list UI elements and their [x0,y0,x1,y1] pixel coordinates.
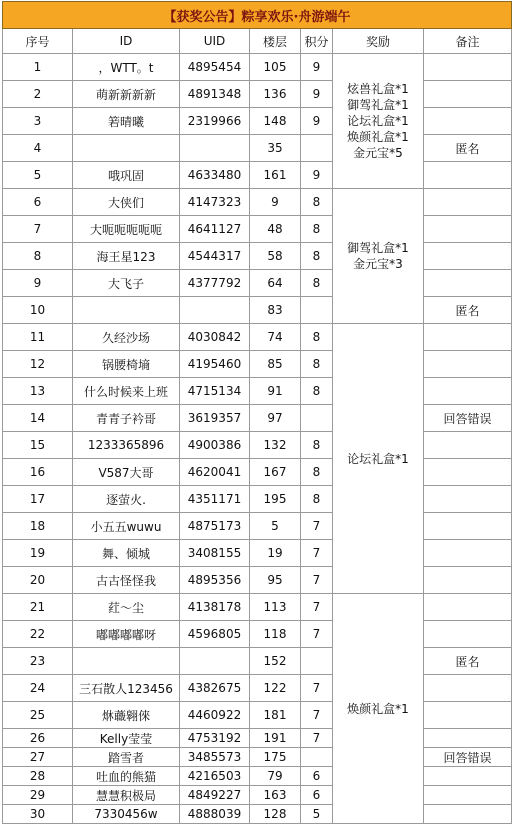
user-id: 踏雪者 [73,748,180,767]
header-floor: 楼层 [250,29,301,54]
user-uid: 4849227 [180,786,250,805]
floor-number: 191 [250,729,301,748]
user-uid: 4715134 [180,378,250,405]
score: 8 [301,243,333,270]
reward-item: 金元宝*3 [353,257,403,271]
floor-number: 113 [250,594,301,621]
table-row [3,189,512,216]
user-uid: 4891348 [180,81,250,108]
floor-number: 105 [250,54,301,81]
note [424,324,512,351]
table-row [3,594,512,621]
user-uid: 3408155 [180,540,250,567]
table-row [3,81,512,108]
note [424,243,512,270]
score: 7 [301,540,333,567]
reward-item: 御驾礼盒*1 [347,98,409,112]
floor-number: 9 [250,189,301,216]
floor-number: 175 [250,748,301,767]
table-row [3,567,512,594]
note [424,189,512,216]
user-uid [180,135,250,162]
note [424,513,512,540]
row-number: 16 [3,459,73,486]
note [424,54,512,81]
user-uid: 4888039 [180,805,250,824]
floor-number: 195 [250,486,301,513]
user-id: 大侠们 [73,189,180,216]
header-row [3,29,512,54]
user-id: 大呃呃呃呃呃 [73,216,180,243]
user-id: 7330456w [73,805,180,824]
user-id: ，WTT。t [73,54,180,81]
note: 匿名 [424,297,512,324]
note: 回答错误 [424,748,512,767]
floor-number: 97 [250,405,301,432]
table-row [3,729,512,748]
floor-number: 95 [250,567,301,594]
table-row [3,297,512,324]
floor-number: 35 [250,135,301,162]
user-id: 久经沙场 [73,324,180,351]
user-id: Kelly莹莹 [73,729,180,748]
score: 7 [301,729,333,748]
floor-number: 83 [250,297,301,324]
score: 9 [301,54,333,81]
note [424,162,512,189]
user-id: 逐萤火. [73,486,180,513]
floor-number: 152 [250,648,301,675]
user-uid: 4377792 [180,270,250,297]
table-row [3,378,512,405]
row-number: 23 [3,648,73,675]
table-title: 【获奖公告】粽享欢乐·舟游端午 [3,2,512,29]
user-uid: 3619357 [180,405,250,432]
reward-item: 论坛礼盒*1 [347,114,409,128]
row-number: 8 [3,243,73,270]
user-id: 箬晴曦 [73,108,180,135]
note [424,621,512,648]
user-id: 青青子衿哥 [73,405,180,432]
row-number: 17 [3,486,73,513]
score: 8 [301,486,333,513]
user-id: 萌新新新新 [73,81,180,108]
table-row [3,767,512,786]
table-row [3,621,512,648]
row-number: 6 [3,189,73,216]
note [424,729,512,748]
floor-number: 5 [250,513,301,540]
user-id: 吐血的熊猫 [73,767,180,786]
score: 7 [301,594,333,621]
reward-group [333,189,424,324]
table-row [3,486,512,513]
reward-item: 炫兽礼盒*1 [347,82,409,96]
score: 8 [301,459,333,486]
row-number: 18 [3,513,73,540]
table-row [3,243,512,270]
table-row [3,675,512,702]
note [424,786,512,805]
table-row [3,648,512,675]
row-number: 26 [3,729,73,748]
table-row [3,351,512,378]
floor-number: 58 [250,243,301,270]
table-row [3,135,512,162]
row-number: 7 [3,216,73,243]
score [301,297,333,324]
floor-number: 85 [250,351,301,378]
score: 8 [301,324,333,351]
user-id: 哦巩固 [73,162,180,189]
user-uid: 4900386 [180,432,250,459]
row-number: 25 [3,702,73,729]
row-number: 29 [3,786,73,805]
row-number: 9 [3,270,73,297]
header-score: 积分 [301,29,333,54]
floor-number: 136 [250,81,301,108]
user-id: V587大哥 [73,459,180,486]
user-uid: 4147323 [180,189,250,216]
note [424,378,512,405]
note [424,108,512,135]
header-id: ID [73,29,180,54]
note [424,432,512,459]
user-id: 嘟嘟嘟嘟呀 [73,621,180,648]
user-uid: 4895454 [180,54,250,81]
note [424,216,512,243]
table-row [3,459,512,486]
award-table [2,1,512,824]
user-uid: 4216503 [180,767,250,786]
user-uid: 4875173 [180,513,250,540]
score [301,648,333,675]
score: 7 [301,513,333,540]
table-row [3,162,512,189]
note [424,486,512,513]
score: 7 [301,675,333,702]
score: 6 [301,786,333,805]
header-note: 备注 [424,29,512,54]
table-row [3,748,512,767]
note [424,675,512,702]
row-number: 14 [3,405,73,432]
user-id: 舞、倾城 [73,540,180,567]
row-number: 1 [3,54,73,81]
score: 9 [301,108,333,135]
row-number: 28 [3,767,73,786]
user-uid: 4544317 [180,243,250,270]
floor-number: 167 [250,459,301,486]
floor-number: 128 [250,805,301,824]
note [424,767,512,786]
score: 8 [301,432,333,459]
reward-group [333,594,424,824]
user-id: 古古怪怪我 [73,567,180,594]
note [424,81,512,108]
user-uid: 4030842 [180,324,250,351]
floor-number: 118 [250,621,301,648]
note [424,540,512,567]
header-no: 序号 [3,29,73,54]
user-uid: 4620041 [180,459,250,486]
note [424,459,512,486]
user-id: 什么时候来上班 [73,378,180,405]
score: 8 [301,270,333,297]
row-number: 12 [3,351,73,378]
user-uid: 2319966 [180,108,250,135]
row-number: 10 [3,297,73,324]
row-number: 24 [3,675,73,702]
floor-number: 163 [250,786,301,805]
reward-item: 论坛礼盒*1 [347,451,409,466]
row-number: 13 [3,378,73,405]
score [301,748,333,767]
user-id: 三石散人123456 [73,675,180,702]
user-id [73,135,180,162]
note: 回答错误 [424,405,512,432]
note: 匿名 [424,135,512,162]
user-id: 小五五wuwu [73,513,180,540]
row-number: 11 [3,324,73,351]
row-number: 20 [3,567,73,594]
row-number: 22 [3,621,73,648]
user-uid [180,648,250,675]
floor-number: 91 [250,378,301,405]
floor-number: 161 [250,162,301,189]
table-row [3,702,512,729]
row-number: 4 [3,135,73,162]
reward-item: 焕颜礼盒*1 [347,130,409,144]
score: 8 [301,351,333,378]
row-number: 19 [3,540,73,567]
table-row [3,324,512,351]
table-row [3,540,512,567]
table-row [3,405,512,432]
user-uid: 4895356 [180,567,250,594]
floor-number: 148 [250,108,301,135]
user-id: 海王星123 [73,243,180,270]
table-row [3,270,512,297]
score: 8 [301,216,333,243]
note [424,351,512,378]
table-row [3,216,512,243]
user-uid: 4195460 [180,351,250,378]
reward-group [333,324,424,594]
table-row [3,786,512,805]
row-number: 27 [3,748,73,767]
floor-number: 122 [250,675,301,702]
floor-number: 48 [250,216,301,243]
score: 6 [301,767,333,786]
score: 7 [301,621,333,648]
score: 9 [301,162,333,189]
user-uid: 4382675 [180,675,250,702]
score [301,405,333,432]
reward-item: 焕颜礼盒*1 [347,701,409,716]
table-row [3,432,512,459]
user-uid: 4641127 [180,216,250,243]
user-id: 大飞子 [73,270,180,297]
user-id: 烌蘵翱倈 [73,702,180,729]
row-number: 5 [3,162,73,189]
user-uid: 3485573 [180,748,250,767]
row-number: 2 [3,81,73,108]
table-row [3,513,512,540]
user-id [73,297,180,324]
floor-number: 74 [250,324,301,351]
row-number: 3 [3,108,73,135]
user-id: 荭～尘 [73,594,180,621]
floor-number: 181 [250,702,301,729]
user-uid [180,297,250,324]
row-number: 30 [3,805,73,824]
table-row [3,54,512,81]
award-announcement [2,1,511,824]
note [424,567,512,594]
table-row [3,108,512,135]
score: 7 [301,702,333,729]
score [301,135,333,162]
score: 5 [301,805,333,824]
reward-item: 金元宝*5 [353,146,403,160]
row-number: 21 [3,594,73,621]
user-uid: 4633480 [180,162,250,189]
score: 8 [301,378,333,405]
floor-number: 19 [250,540,301,567]
note [424,270,512,297]
reward-group [333,54,424,189]
floor-number: 64 [250,270,301,297]
score: 9 [301,81,333,108]
user-uid: 4753192 [180,729,250,748]
user-uid: 4596805 [180,621,250,648]
user-id [73,648,180,675]
score: 7 [301,567,333,594]
floor-number: 79 [250,767,301,786]
note [424,702,512,729]
user-id: 慧慧积极局 [73,786,180,805]
header-uid: UID [180,29,250,54]
user-uid: 4460922 [180,702,250,729]
score: 8 [301,189,333,216]
note [424,594,512,621]
user-id: 锅腰椅墒 [73,351,180,378]
note: 匿名 [424,648,512,675]
row-number: 15 [3,432,73,459]
user-uid: 4138178 [180,594,250,621]
floor-number: 132 [250,432,301,459]
reward-item: 御驾礼盒*1 [347,241,409,255]
header-reward: 奖励 [333,29,424,54]
user-uid: 4351171 [180,486,250,513]
user-id: 1233365896 [73,432,180,459]
